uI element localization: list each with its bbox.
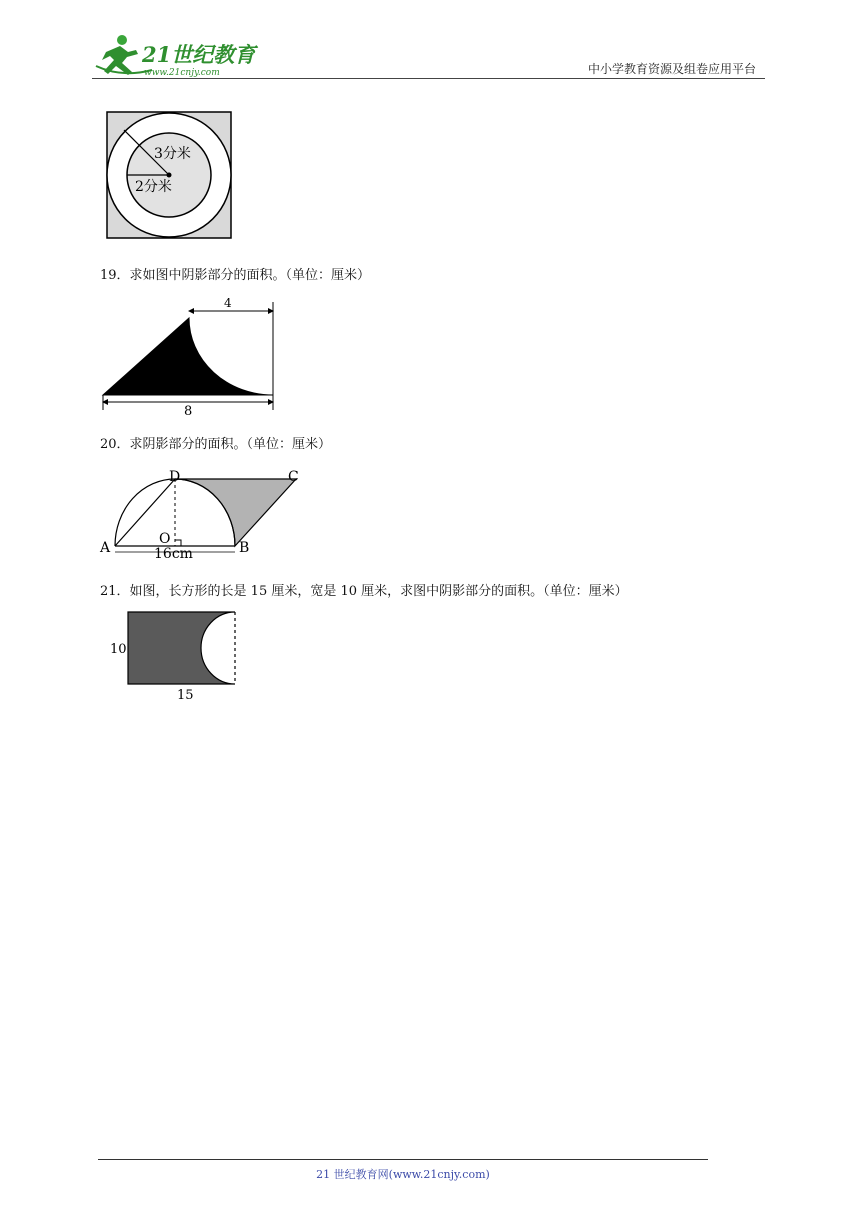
width-label: 10 — [110, 642, 127, 657]
question-21-text: 21．如图，长方形的长是 15 厘米，宽是 10 厘米，求图中阴影部分的面积。（单位：厘米） — [100, 584, 628, 599]
question-20-figure — [96, 466, 306, 558]
shaded-region — [128, 612, 235, 684]
bottom-dimension-label: 8 — [184, 404, 193, 418]
label-B: B — [239, 540, 250, 556]
footer-text: 21 世纪教育网(www.21cnjy.com) — [316, 1168, 490, 1181]
center-dot — [167, 173, 172, 178]
label-O: O — [159, 531, 171, 547]
label-D: D — [169, 469, 181, 485]
logo-text: 21世纪教育 — [142, 42, 256, 67]
logo-url: www.21cnjy.com — [144, 68, 220, 78]
outer-radius-label: 3分米 — [154, 146, 191, 162]
inner-radius-label: 2分米 — [135, 179, 172, 195]
length-label: 16cm — [154, 546, 193, 558]
length-label: 15 — [177, 688, 194, 703]
site-logo — [92, 30, 262, 80]
label-A: A — [100, 540, 111, 556]
annulus-figure — [100, 106, 240, 246]
header-divider — [92, 78, 765, 79]
site-name: 中小学教育资源及组卷应用平台 — [587, 62, 756, 76]
question-20-text: 20．求阴影部分的面积。（单位：厘米） — [100, 437, 332, 452]
footer-divider — [98, 1159, 708, 1160]
top-dimension-label: 4 — [224, 296, 232, 310]
question-21-figure — [104, 606, 244, 706]
shaded-region — [175, 479, 296, 546]
label-C: C — [288, 469, 299, 485]
shaded-region — [103, 318, 273, 395]
question-19-text: 19．求如图中阴影部分的面积。（单位：厘米） — [100, 268, 371, 283]
question-19-figure — [98, 294, 280, 418]
